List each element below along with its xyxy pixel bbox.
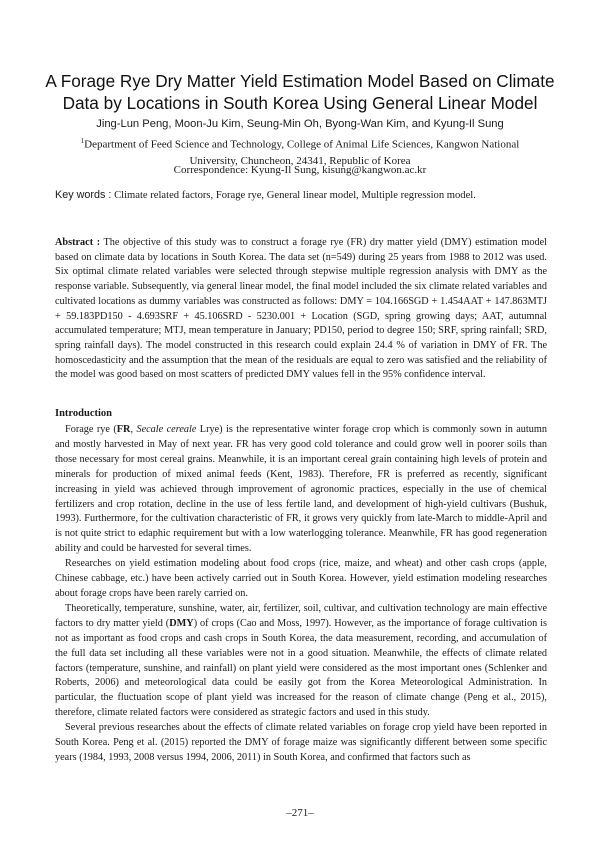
- abstract-text: The objective of this study was to construct a forage rye (FR) dry matter yield (DMY) estimation model based on climate data by locations in South Korea. The data set (n=549) during 25 years from 1988 to 2012 was used. Six optimal climate related variables were selected through stepwise multiple regression analysis with DMY as the response variable. Subsequently, via general linear model, the final model included the six climate related variables and cultivated locations as dummy variables was constructed as follows: DMY = 104.166SGD + 1.454AAT + 147.863MTJ + 59.183PD150 - 4.693SRF + 45.106SRD - 5230.001 + Location (SGD, spring growing days; AAT, autumnal accumulated temperature; MTJ, mean temperature in January; PD150, period to degree 150; SRF, spring rainfall; SRD, spring rainfall days). The model constructed in this research could explain 24.4 % of variation in DMY of FR. The homoscedasticity and the assumption that the mean of the residuals are equal to zero was satisfied and the reliability of the model was good based on most scatters of predicted DMY values fell in the 95% confidence interval.: [55, 237, 547, 381]
- intro-paragraph-4: Several previous researches about the effects of climate related variables on forage crop yield have been reported in South Korea. Peng et al. (2015) reported the DMY of forage maize was significantly different between some specific years (1984, 1993, 2008 versus 1994, 2006, 2011) in South Korea, and confirmed that factors such as: [55, 722, 547, 763]
- abstract-label: Abstract :: [55, 237, 101, 248]
- intro-paragraph-1: Forage rye (FR, Secale cereale Lrye) is the representative winter forage crop which is commonly sown in autumn and mostly harvested in May of next year. FR has very good cold tolerance and could grow well in poorer soils than those necessary for most cereal grains. Meanwhile, it is an important cereal grain containing high levels of protein and minerals for production of mixed animal feeds (Kent, 1983). Therefore, FR is preferred as recently, significant increasing in yield was achieved through improvement of agronomic practices, especially in the use of chemical fertilizers and crop rotation, decline in the use of less fertile land, and development of high-yield cultivars (Bushuk, 1993). Furthermore, for the cultivation characteristic of FR, it grows very quickly from late-March to middle-April and is not quite strict to edaphic requirement but with a low waterlogging tolerance. Meanwhile, FR has good regeneration ability and could be harvested for several times.: [55, 424, 548, 555]
- section-heading-introduction: Introduction: [55, 408, 112, 419]
- title-line-1: A Forage Rye Dry Matter Yield Estimation Model Based on Climate: [45, 71, 555, 91]
- title-line-2: Data by Locations in South Korea Using General Linear Model: [62, 93, 538, 113]
- affiliation-mark: 1: [80, 137, 85, 145]
- affiliation-line-2: University, Chuncheon, 24341, Republic of Korea: [189, 154, 411, 167]
- intro-paragraph-3: Theoretically, temperature, sunshine, water, air, fertilizer, soil, cultivar, and cultivation technology are main effective factors to dry matter yield (DMY) of crops (Cao and Moss, 1997). However, as the importance of forage cultivation is not as important as food crops and cash crops in South Korea, the data measurement, recording, and accumulation of the full data set including all these variables were not in a good situation. Meanwhile, the effects of climate related factors (temperature, sunshine, and rainfall) on plant yield were considered as the most important ones (Schlenker and Roberts, 2006) and meteorological data could be easily got from the Korea Meteorological Administration. In particular, the fluctuation scope of plant yield was increased for the reason of climate change (Peng et al., 2015), therefore, climate related factors were considered as strategic factors and used in this study.: [55, 602, 547, 719]
- author-list: Jing-Lun Peng, Moon-Ju Kim, Seung-Min Oh, Byong-Wan Kim, and Kyung-Il Sung: [96, 118, 504, 130]
- paper-title: [40, 70, 560, 114]
- page-number: –271–: [286, 807, 314, 819]
- term-fr: FR: [116, 424, 131, 435]
- affiliation-line-1: Department of Feed Science and Technology, College of Animal Life Sciences, Kangwon National: [84, 138, 520, 151]
- abstract: [55, 236, 547, 383]
- keywords: [55, 189, 555, 201]
- term-dmy: DMY: [169, 617, 194, 629]
- keywords-text: Climate related factors, Forage rye, General linear model, Multiple regression model.: [114, 190, 476, 201]
- keywords-label: Key words :: [55, 189, 112, 201]
- introduction-body: [55, 423, 547, 766]
- species-name: Secale cereale: [136, 424, 197, 435]
- intro-paragraph-2: Researches on yield estimation modeling about food crops (rice, maize, and wheat) and other cash crops (apple, Chinese cabbage, etc.) have been actively carried out in South Korea. However, yield estimation modeling researches about forage crops have been rarely carried on.: [55, 558, 547, 599]
- correspondence: Correspondence: Kyung-Il Sung, kisung@kangwon.ac.kr: [173, 164, 427, 176]
